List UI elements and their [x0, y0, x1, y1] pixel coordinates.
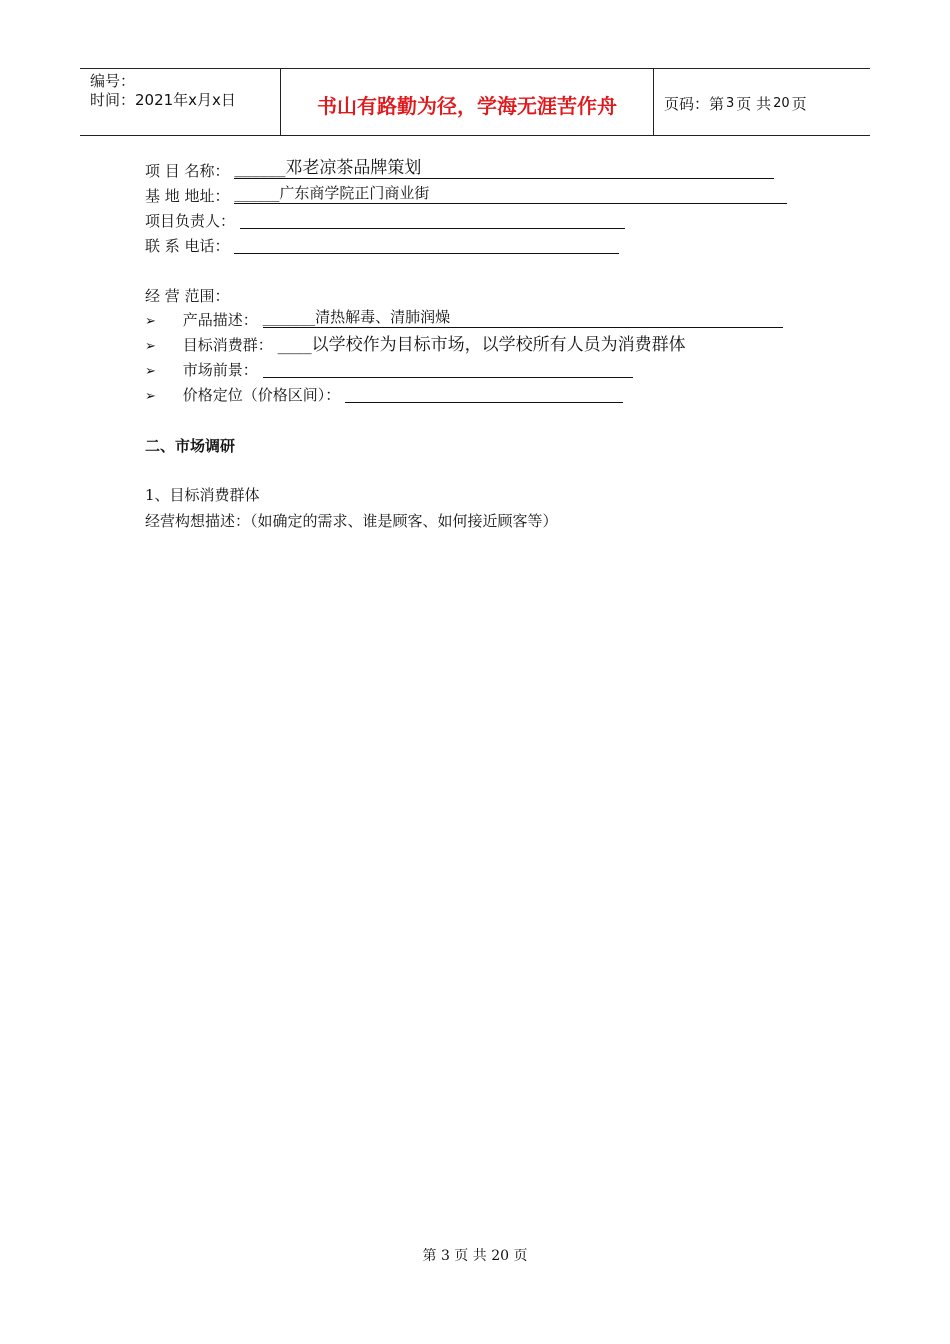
product-label: 产品描述：: [182, 311, 258, 329]
price-label: 价格定位（价格区间）：: [182, 386, 341, 404]
bullet-arrow-icon: ➢: [145, 389, 156, 404]
project-name-row: [145, 160, 774, 182]
bullet-arrow-icon: ➢: [145, 339, 156, 354]
base-address-label: 基 地 地址：: [145, 187, 230, 205]
bullet-arrow-icon: ➢: [145, 364, 156, 379]
target-label: 目标消费群：: [182, 336, 273, 354]
project-name-label: 项 目 名称：: [145, 162, 230, 180]
page-mid: 页 共: [736, 94, 772, 113]
header-motto: 书山有路勤为径，学海无涯苦作舟: [281, 69, 654, 135]
leader-line: [240, 210, 625, 229]
page-suffix: 页: [791, 94, 807, 113]
target-value: ____以学校作为目标市场，以学校所有人员为消费群体: [277, 335, 686, 355]
subsection-target-group: 1、目标消费群体: [145, 486, 260, 504]
project-name-value: ______邓老凉茶品牌策划: [234, 158, 422, 178]
base-address-line: [234, 185, 787, 204]
project-name-line: [234, 160, 774, 179]
outlook-label: 市场前景：: [182, 361, 258, 379]
product-row: [145, 309, 783, 331]
outlook-line: [263, 359, 633, 378]
product-line: [263, 309, 783, 328]
scope-title: 经 营 范围：: [145, 287, 230, 305]
time-label: 时间：2021年x月x日: [90, 91, 236, 109]
section-market-research-title: 二、市场调研: [145, 437, 236, 455]
page-prefix: 页码：第: [664, 94, 725, 113]
page-total: 20: [773, 95, 790, 111]
header-page-info: [654, 69, 870, 135]
target-row: [145, 334, 686, 356]
price-line: [345, 384, 623, 403]
header-left: [80, 69, 281, 135]
leader-row: [145, 210, 625, 232]
base-address-row: [145, 185, 787, 207]
leader-label: 项目负责人：: [145, 212, 236, 230]
number-label: 编号：: [90, 72, 136, 90]
page-header: [80, 68, 870, 136]
price-row: [145, 384, 623, 406]
phone-label: 联 系 电话：: [145, 237, 230, 255]
phone-row: [145, 235, 619, 257]
phone-line: [234, 235, 619, 254]
page-footer: 第 3 页 共 20 页: [422, 1248, 528, 1264]
business-concept-description: 经营构想描述：（如确定的需求、谁是顾客、如何接近顾客等）: [145, 512, 558, 530]
product-value: _______清热解毒、清肺润燥: [262, 308, 451, 326]
page-number: 3: [726, 95, 735, 111]
base-address-value: ______广东商学院正门商业街: [234, 184, 430, 202]
bullet-arrow-icon: ➢: [145, 314, 156, 329]
outlook-row: [145, 359, 633, 381]
